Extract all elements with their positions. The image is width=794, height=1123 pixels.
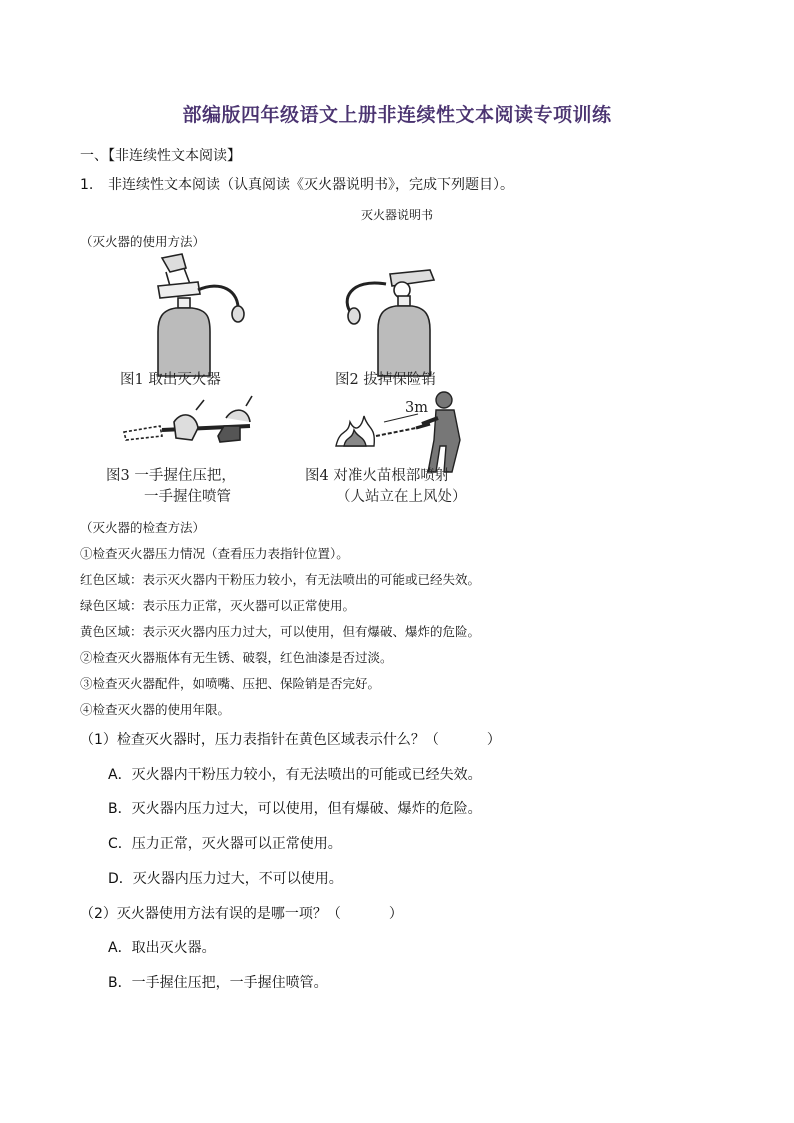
question-text: 非连续性文本阅读（认真阅读《灭火器说明书》，完成下列题目）。: [108, 177, 514, 193]
subquestion-1: [80, 729, 501, 749]
spray-fire-illustration: [336, 392, 460, 472]
distance-label: 3m: [405, 400, 428, 416]
q2-option-b[interactable]: B．一手握住压把，一手握住喷管。: [108, 975, 328, 991]
check-item: 绿色区域：表示压力正常，灭火器可以正常使用。: [80, 598, 356, 613]
check-item: ③检查灭火器配件，如喷嘴、压把、保险销是否完好。: [80, 676, 381, 691]
fig2-caption: 图2 拔掉保险销: [335, 372, 436, 388]
check-item: ④检查灭火器的使用年限。: [80, 702, 231, 717]
q1-option-c[interactable]: C．压力正常，灭火器可以正常使用。: [108, 836, 342, 852]
check-list: [80, 544, 720, 726]
fig4-caption-line1: 图4 对准火苗根部喷射: [305, 468, 450, 484]
usage-illustration: [100, 250, 530, 512]
section-heading: 一、【非连续性文本阅读】: [80, 148, 241, 164]
check-heading: （灭火器的检查方法）: [80, 520, 206, 535]
fig4-caption-line2: （人站立在上风处）: [336, 489, 467, 505]
check-item: ②检查灭火器瓶体有无生锈、破裂，红色油漆是否过淡。: [80, 650, 393, 665]
check-item: 红色区域：表示灭火器内干粉压力较小，有无法喷出的可能或已经失效。: [80, 572, 481, 587]
question-number: 1.: [80, 177, 94, 193]
subquestion-2-prompt: （2）灭火器使用方法有误的是哪一项？（: [80, 906, 341, 922]
extinguisher-pin-illustration: [347, 270, 434, 376]
q2-option-a[interactable]: A．取出灭火器。: [108, 940, 216, 956]
hands-grip-illustration: [124, 396, 252, 442]
manual-title: 灭火器说明书: [360, 208, 433, 222]
check-item: ①检查灭火器压力情况（查看压力表指针位置）。: [80, 546, 349, 561]
subquestion-2-close: ）: [388, 906, 403, 922]
usage-heading: （灭火器的使用方法）: [80, 234, 206, 249]
q1-option-b[interactable]: B．灭火器内压力过大，可以使用，但有爆破、爆炸的危险。: [108, 801, 482, 817]
check-item: 黄色区域：表示灭火器内压力过大，可以使用，但有爆破、爆炸的危险。: [80, 624, 481, 639]
q1-option-a[interactable]: A．灭火器内干粉压力较小，有无法喷出的可能或已经失效。: [108, 767, 482, 783]
subquestion-1-close: ）: [486, 732, 501, 748]
extinguisher-lift-illustration: [158, 254, 244, 376]
question-1: [80, 174, 514, 194]
q1-option-d[interactable]: D．灭火器内压力过大，不可以使用。: [108, 871, 343, 887]
fig1-caption: 图1 取出灭火器: [120, 372, 221, 388]
fig3-caption-line2: 一手握住喷管: [144, 489, 231, 505]
fig3-caption-line1: 图3 一手握住压把，: [106, 468, 236, 484]
document-title: 部编版四年级语文上册非连续性文本阅读专项训练: [182, 104, 612, 126]
subquestion-1-prompt: （1）检查灭火器时，压力表指针在黄色区域表示什么？（: [80, 732, 439, 748]
subquestion-2: [80, 903, 403, 923]
